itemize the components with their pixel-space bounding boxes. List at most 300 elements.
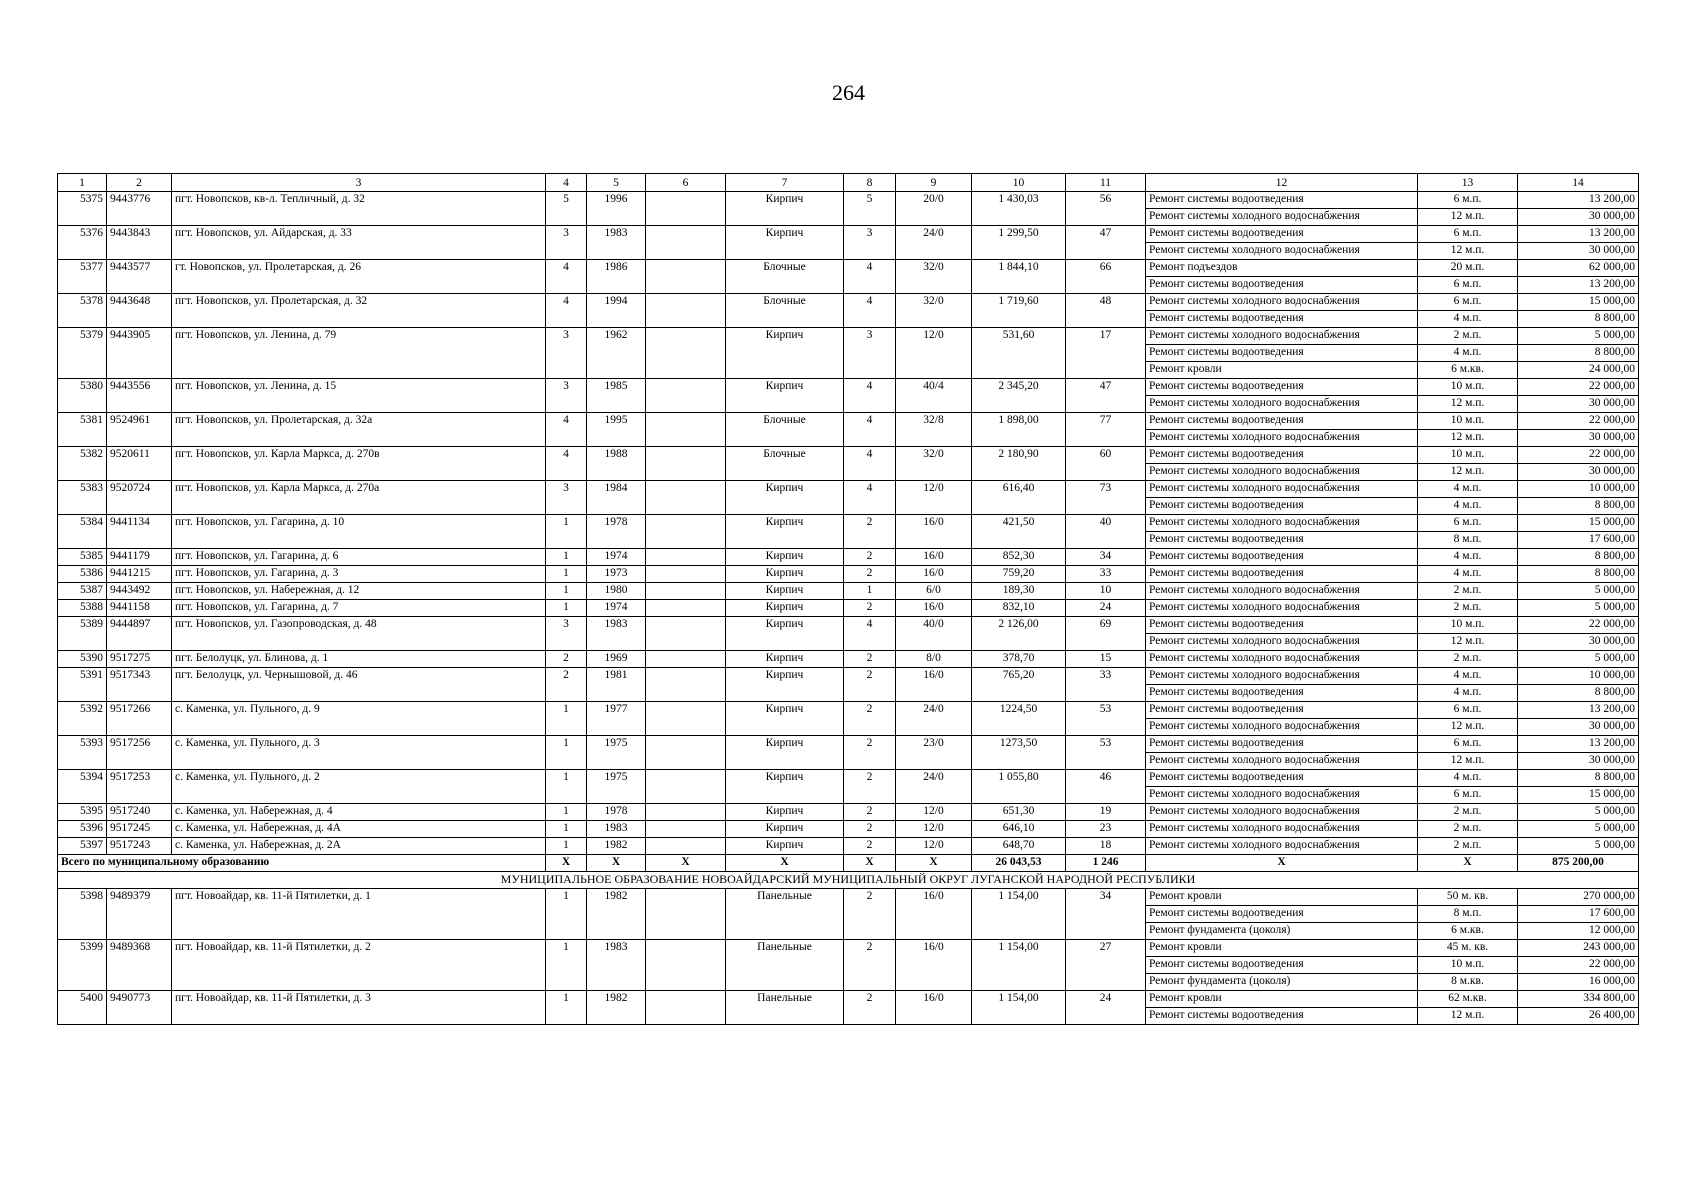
total-c13: X (1418, 855, 1518, 872)
work-cost: 13 200,00 (1518, 702, 1639, 719)
work-cost: 8 800,00 (1518, 685, 1639, 702)
col-4-value: 1 (546, 515, 587, 549)
address: пгт. Новопсков, ул. Карла Маркса, д. 270а (172, 481, 546, 515)
build-year: 1978 (587, 515, 646, 549)
build-year: 1983 (587, 617, 646, 651)
floors-value: 2 (844, 821, 896, 838)
wall-material: Блочные (726, 447, 844, 481)
col-4-value: 1 (546, 702, 587, 736)
area-value: 1 719,60 (972, 294, 1066, 328)
work-name: Ремонт системы холодного водоснабжения (1146, 600, 1418, 617)
work-name: Ремонт системы холодного водоснабжения (1146, 804, 1418, 821)
floors-value: 4 (844, 481, 896, 515)
work-cost: 8 800,00 (1518, 549, 1639, 566)
column-number-8: 8 (844, 174, 896, 192)
col-9-value: 6/0 (896, 583, 972, 600)
table-row (58, 328, 1639, 345)
work-name: Ремонт системы водоотведения (1146, 226, 1418, 243)
col-9-value: 16/0 (896, 940, 972, 991)
building-code: 9517245 (107, 821, 172, 838)
col-6-value (646, 566, 726, 583)
column-number-4: 4 (546, 174, 587, 192)
row-number: 5380 (58, 379, 107, 413)
col-9-value: 8/0 (896, 651, 972, 668)
col-6-value (646, 838, 726, 855)
table-row (58, 192, 1639, 209)
table-row (58, 447, 1639, 464)
col-4-value: 3 (546, 379, 587, 413)
work-name: Ремонт системы водоотведения (1146, 549, 1418, 566)
address: пгт. Новопсков, ул. Ленина, д. 79 (172, 328, 546, 379)
col-6-value (646, 940, 726, 991)
work-volume: 2 м.п. (1418, 804, 1518, 821)
col-9-value: 32/0 (896, 260, 972, 294)
floors-value: 2 (844, 600, 896, 617)
residents-count: 10 (1066, 583, 1146, 600)
area-value: 852,30 (972, 549, 1066, 566)
work-name: Ремонт кровли (1146, 940, 1418, 957)
floors-value: 2 (844, 549, 896, 566)
wall-material: Кирпич (726, 770, 844, 804)
work-volume: 2 м.п. (1418, 328, 1518, 345)
area-value: 1 430,03 (972, 192, 1066, 226)
col-4-value: 4 (546, 413, 587, 447)
work-cost: 17 600,00 (1518, 532, 1639, 549)
residents-count: 19 (1066, 804, 1146, 821)
floors-value: 4 (844, 413, 896, 447)
col-6-value (646, 294, 726, 328)
floors-value: 4 (844, 379, 896, 413)
table-row (58, 889, 1639, 906)
address: пгт. Белолуцк, ул. Блинова, д. 1 (172, 651, 546, 668)
address: пгт. Новопсков, ул. Гагарина, д. 7 (172, 600, 546, 617)
residents-count: 47 (1066, 379, 1146, 413)
col-9-value: 16/0 (896, 889, 972, 940)
col-6-value (646, 770, 726, 804)
col-4-value: 1 (546, 770, 587, 804)
building-code: 9520724 (107, 481, 172, 515)
work-name: Ремонт системы холодного водоснабжения (1146, 651, 1418, 668)
col-6-value (646, 617, 726, 651)
column-number-13: 13 (1418, 174, 1518, 192)
work-name: Ремонт системы водоотведения (1146, 906, 1418, 923)
work-volume: 4 м.п. (1418, 566, 1518, 583)
work-name: Ремонт системы водоотведения (1146, 685, 1418, 702)
work-cost: 8 800,00 (1518, 566, 1639, 583)
work-volume: 50 м. кв. (1418, 889, 1518, 906)
building-code: 9441179 (107, 549, 172, 566)
work-cost: 8 800,00 (1518, 498, 1639, 515)
address: пгт. Новопсков, ул. Гагарина, д. 6 (172, 549, 546, 566)
work-volume: 8 м.п. (1418, 532, 1518, 549)
work-name: Ремонт подъездов (1146, 260, 1418, 277)
work-name: Ремонт системы холодного водоснабжения (1146, 481, 1418, 498)
work-volume: 12 м.п. (1418, 464, 1518, 481)
work-cost: 243 000,00 (1518, 940, 1639, 957)
col-9-value: 12/0 (896, 838, 972, 855)
build-year: 1962 (587, 328, 646, 379)
work-volume: 6 м.п. (1418, 277, 1518, 294)
building-code: 9517256 (107, 736, 172, 770)
work-volume: 6 м.п. (1418, 192, 1518, 209)
col-4-value: 1 (546, 889, 587, 940)
table-row (58, 702, 1639, 719)
area-value: 421,50 (972, 515, 1066, 549)
wall-material: Кирпич (726, 379, 844, 413)
work-cost: 12 000,00 (1518, 923, 1639, 940)
work-volume: 20 м.п. (1418, 260, 1518, 277)
work-volume: 62 м.кв. (1418, 991, 1518, 1008)
column-number-14: 14 (1518, 174, 1639, 192)
col-4-value: 3 (546, 226, 587, 260)
col-9-value: 16/0 (896, 991, 972, 1025)
work-name: Ремонт системы водоотведения (1146, 447, 1418, 464)
work-cost: 334 800,00 (1518, 991, 1639, 1008)
work-name: Ремонт системы водоотведения (1146, 957, 1418, 974)
row-number: 5390 (58, 651, 107, 668)
col-9-value: 16/0 (896, 566, 972, 583)
build-year: 1995 (587, 413, 646, 447)
residents-count: 34 (1066, 549, 1146, 566)
residents-count: 69 (1066, 617, 1146, 651)
row-number: 5384 (58, 515, 107, 549)
wall-material: Панельные (726, 940, 844, 991)
col-9-value: 32/8 (896, 413, 972, 447)
col-6-value (646, 549, 726, 566)
floors-value: 3 (844, 328, 896, 379)
col-4-value: 4 (546, 260, 587, 294)
work-name: Ремонт системы водоотведения (1146, 770, 1418, 787)
row-number: 5377 (58, 260, 107, 294)
col-9-value: 12/0 (896, 821, 972, 838)
work-cost: 30 000,00 (1518, 209, 1639, 226)
work-volume: 2 м.п. (1418, 651, 1518, 668)
area-value: 1224,50 (972, 702, 1066, 736)
area-value: 832,10 (972, 600, 1066, 617)
section-title: МУНИЦИПАЛЬНОЕ ОБРАЗОВАНИЕ НОВОАЙДАРСКИЙ МУНИЦИПАЛЬНЫЙ ОКРУГ ЛУГАНСКОЙ НАРОДНОЙ РЕСПУБЛИКИ (58, 872, 1639, 889)
address: пгт. Белолуцк, ул. Чернышовой, д. 46 (172, 668, 546, 702)
work-cost: 30 000,00 (1518, 753, 1639, 770)
row-number: 5388 (58, 600, 107, 617)
col-6-value (646, 651, 726, 668)
address: с. Каменка, ул. Набережная, д. 4А (172, 821, 546, 838)
address: пгт. Новопсков, ул. Гагарина, д. 3 (172, 566, 546, 583)
work-volume: 4 м.п. (1418, 685, 1518, 702)
build-year: 1985 (587, 379, 646, 413)
build-year: 1978 (587, 804, 646, 821)
floors-value: 2 (844, 702, 896, 736)
building-code: 9443905 (107, 328, 172, 379)
work-cost: 30 000,00 (1518, 396, 1639, 413)
work-volume: 4 м.п. (1418, 549, 1518, 566)
col-6-value (646, 515, 726, 549)
build-year: 1981 (587, 668, 646, 702)
work-volume: 12 м.п. (1418, 243, 1518, 260)
floors-value: 2 (844, 991, 896, 1025)
wall-material: Блочные (726, 260, 844, 294)
col-9-value: 40/4 (896, 379, 972, 413)
row-number: 5375 (58, 192, 107, 226)
address: пгт. Новопсков, ул. Пролетарская, д. 32а (172, 413, 546, 447)
table-row (58, 651, 1639, 668)
work-volume: 12 м.п. (1418, 1008, 1518, 1025)
floors-value: 4 (844, 617, 896, 651)
build-year: 1974 (587, 549, 646, 566)
floors-value: 2 (844, 515, 896, 549)
total-c4: X (546, 855, 587, 872)
work-name: Ремонт системы холодного водоснабжения (1146, 515, 1418, 532)
building-code: 9443843 (107, 226, 172, 260)
col-9-value: 16/0 (896, 549, 972, 566)
floors-value: 4 (844, 447, 896, 481)
address: пгт. Новоайдар, кв. 11-й Пятилетки, д. 1 (172, 889, 546, 940)
work-cost: 30 000,00 (1518, 464, 1639, 481)
residents-count: 15 (1066, 651, 1146, 668)
work-volume: 4 м.п. (1418, 311, 1518, 328)
table-row (58, 940, 1639, 957)
wall-material: Блочные (726, 413, 844, 447)
work-volume: 10 м.п. (1418, 447, 1518, 464)
wall-material: Кирпич (726, 583, 844, 600)
work-name: Ремонт фундамента (цоколя) (1146, 923, 1418, 940)
work-volume: 6 м.п. (1418, 294, 1518, 311)
area-value: 2 345,20 (972, 379, 1066, 413)
row-number: 5378 (58, 294, 107, 328)
residents-count: 53 (1066, 702, 1146, 736)
address: пгт. Новопсков, ул. Газопроводская, д. 48 (172, 617, 546, 651)
wall-material: Кирпич (726, 600, 844, 617)
wall-material: Кирпич (726, 515, 844, 549)
building-code: 9441134 (107, 515, 172, 549)
work-name: Ремонт системы водоотведения (1146, 345, 1418, 362)
work-name: Ремонт системы холодного водоснабжения (1146, 838, 1418, 855)
area-value: 2 126,00 (972, 617, 1066, 651)
residents-count: 73 (1066, 481, 1146, 515)
address: с. Каменка, ул. Пульного, д. 9 (172, 702, 546, 736)
build-year: 1994 (587, 294, 646, 328)
work-cost: 8 800,00 (1518, 311, 1639, 328)
header-row (58, 174, 1639, 192)
work-cost: 17 600,00 (1518, 906, 1639, 923)
work-name: Ремонт системы холодного водоснабжения (1146, 464, 1418, 481)
floors-value: 2 (844, 651, 896, 668)
wall-material: Кирпич (726, 328, 844, 379)
area-value: 378,70 (972, 651, 1066, 668)
build-year: 1982 (587, 838, 646, 855)
residents-count: 34 (1066, 889, 1146, 940)
row-number: 5386 (58, 566, 107, 583)
area-value: 531,60 (972, 328, 1066, 379)
area-value: 651,30 (972, 804, 1066, 821)
work-cost: 15 000,00 (1518, 294, 1639, 311)
col-6-value (646, 583, 726, 600)
address: пгт. Новопсков, ул. Ленина, д. 15 (172, 379, 546, 413)
table-row (58, 413, 1639, 430)
row-number: 5399 (58, 940, 107, 991)
total-c6: X (646, 855, 726, 872)
col-4-value: 2 (546, 651, 587, 668)
col-9-value: 32/0 (896, 447, 972, 481)
work-name: Ремонт фундамента (цоколя) (1146, 974, 1418, 991)
work-volume: 10 м.п. (1418, 379, 1518, 396)
col-6-value (646, 192, 726, 226)
col-4-value: 4 (546, 294, 587, 328)
wall-material: Блочные (726, 294, 844, 328)
area-value: 1 154,00 (972, 940, 1066, 991)
building-code: 9443556 (107, 379, 172, 413)
building-code: 9444897 (107, 617, 172, 651)
building-code: 9517266 (107, 702, 172, 736)
floors-value: 2 (844, 770, 896, 804)
work-cost: 22 000,00 (1518, 617, 1639, 634)
col-9-value: 24/0 (896, 226, 972, 260)
table-row (58, 991, 1639, 1008)
col-9-value: 32/0 (896, 294, 972, 328)
area-value: 646,10 (972, 821, 1066, 838)
wall-material: Кирпич (726, 838, 844, 855)
area-value: 189,30 (972, 583, 1066, 600)
col-6-value (646, 260, 726, 294)
residents-count: 47 (1066, 226, 1146, 260)
address: с. Каменка, ул. Набережная, д. 2А (172, 838, 546, 855)
building-code: 9443577 (107, 260, 172, 294)
address: пгт. Новопсков, ул. Гагарина, д. 10 (172, 515, 546, 549)
work-cost: 22 000,00 (1518, 957, 1639, 974)
work-cost: 15 000,00 (1518, 787, 1639, 804)
col-9-value: 24/0 (896, 702, 972, 736)
residents-count: 48 (1066, 294, 1146, 328)
col-6-value (646, 328, 726, 379)
address: пгт. Новопсков, ул. Набережная, д. 12 (172, 583, 546, 600)
total-c7: X (726, 855, 844, 872)
residents-count: 77 (1066, 413, 1146, 447)
col-4-value: 1 (546, 583, 587, 600)
area-value: 1 844,10 (972, 260, 1066, 294)
work-volume: 12 м.п. (1418, 430, 1518, 447)
work-name: Ремонт системы холодного водоснабжения (1146, 294, 1418, 311)
residents-count: 33 (1066, 566, 1146, 583)
work-volume: 4 м.п. (1418, 481, 1518, 498)
work-volume: 4 м.п. (1418, 498, 1518, 515)
work-name: Ремонт кровли (1146, 889, 1418, 906)
work-volume: 4 м.п. (1418, 668, 1518, 685)
floors-value: 4 (844, 294, 896, 328)
wall-material: Кирпич (726, 481, 844, 515)
residents-count: 40 (1066, 515, 1146, 549)
wall-material: Кирпич (726, 192, 844, 226)
col-9-value: 20/0 (896, 192, 972, 226)
floors-value: 2 (844, 804, 896, 821)
work-name: Ремонт кровли (1146, 362, 1418, 379)
col-6-value (646, 600, 726, 617)
work-volume: 12 м.п. (1418, 753, 1518, 770)
work-cost: 10 000,00 (1518, 481, 1639, 498)
col-6-value (646, 226, 726, 260)
column-number-3: 3 (172, 174, 546, 192)
total-c12: X (1146, 855, 1418, 872)
area-value: 1 898,00 (972, 413, 1066, 447)
floors-value: 2 (844, 566, 896, 583)
col-4-value: 1 (546, 838, 587, 855)
area-value: 765,20 (972, 668, 1066, 702)
floors-value: 1 (844, 583, 896, 600)
build-year: 1973 (587, 566, 646, 583)
page-number: 264 (832, 80, 865, 105)
work-cost: 5 000,00 (1518, 328, 1639, 345)
area-value: 648,70 (972, 838, 1066, 855)
column-number-6: 6 (646, 174, 726, 192)
work-name: Ремонт системы водоотведения (1146, 702, 1418, 719)
work-cost: 5 000,00 (1518, 600, 1639, 617)
col-4-value: 1 (546, 549, 587, 566)
area-value: 1 154,00 (972, 889, 1066, 940)
column-number-11: 11 (1066, 174, 1146, 192)
wall-material: Кирпич (726, 549, 844, 566)
building-code: 9517275 (107, 651, 172, 668)
work-cost: 26 400,00 (1518, 1008, 1639, 1025)
work-name: Ремонт системы водоотведения (1146, 379, 1418, 396)
work-name: Ремонт системы холодного водоснабжения (1146, 430, 1418, 447)
area-value: 2 180,90 (972, 447, 1066, 481)
row-number: 5382 (58, 447, 107, 481)
col-6-value (646, 821, 726, 838)
wall-material: Кирпич (726, 226, 844, 260)
work-cost: 30 000,00 (1518, 719, 1639, 736)
building-code: 9517253 (107, 770, 172, 804)
work-name: Ремонт системы холодного водоснабжения (1146, 396, 1418, 413)
work-volume: 6 м.п. (1418, 787, 1518, 804)
residents-count: 46 (1066, 770, 1146, 804)
build-year: 1975 (587, 736, 646, 770)
area-value: 1 055,80 (972, 770, 1066, 804)
build-year: 1986 (587, 260, 646, 294)
wall-material: Кирпич (726, 651, 844, 668)
col-9-value: 16/0 (896, 515, 972, 549)
address: пгт. Новопсков, ул. Пролетарская, д. 32 (172, 294, 546, 328)
col-9-value: 40/0 (896, 617, 972, 651)
area-value: 616,40 (972, 481, 1066, 515)
col-4-value: 1 (546, 940, 587, 991)
col-9-value: 23/0 (896, 736, 972, 770)
address: с. Каменка, ул. Набережная, д. 4 (172, 804, 546, 821)
table-row (58, 804, 1639, 821)
col-4-value: 1 (546, 600, 587, 617)
col-9-value: 24/0 (896, 770, 972, 804)
work-name: Ремонт системы холодного водоснабжения (1146, 634, 1418, 651)
column-number-10: 10 (972, 174, 1066, 192)
table-row (58, 770, 1639, 787)
total-cost: 875 200,00 (1518, 855, 1639, 872)
floors-value: 2 (844, 889, 896, 940)
build-year: 1996 (587, 192, 646, 226)
building-code: 9517243 (107, 838, 172, 855)
work-cost: 62 000,00 (1518, 260, 1639, 277)
col-4-value: 3 (546, 617, 587, 651)
col-6-value (646, 702, 726, 736)
row-number: 5383 (58, 481, 107, 515)
work-cost: 270 000,00 (1518, 889, 1639, 906)
total-label: Всего по муниципальному образованию (58, 855, 546, 872)
building-code: 9517240 (107, 804, 172, 821)
work-volume: 6 м.п. (1418, 515, 1518, 532)
floors-value: 5 (844, 192, 896, 226)
work-cost: 13 200,00 (1518, 192, 1639, 209)
work-volume: 10 м.п. (1418, 957, 1518, 974)
work-name: Ремонт системы водоотведения (1146, 617, 1418, 634)
col-6-value (646, 668, 726, 702)
work-volume: 2 м.п. (1418, 600, 1518, 617)
work-volume: 12 м.п. (1418, 396, 1518, 413)
